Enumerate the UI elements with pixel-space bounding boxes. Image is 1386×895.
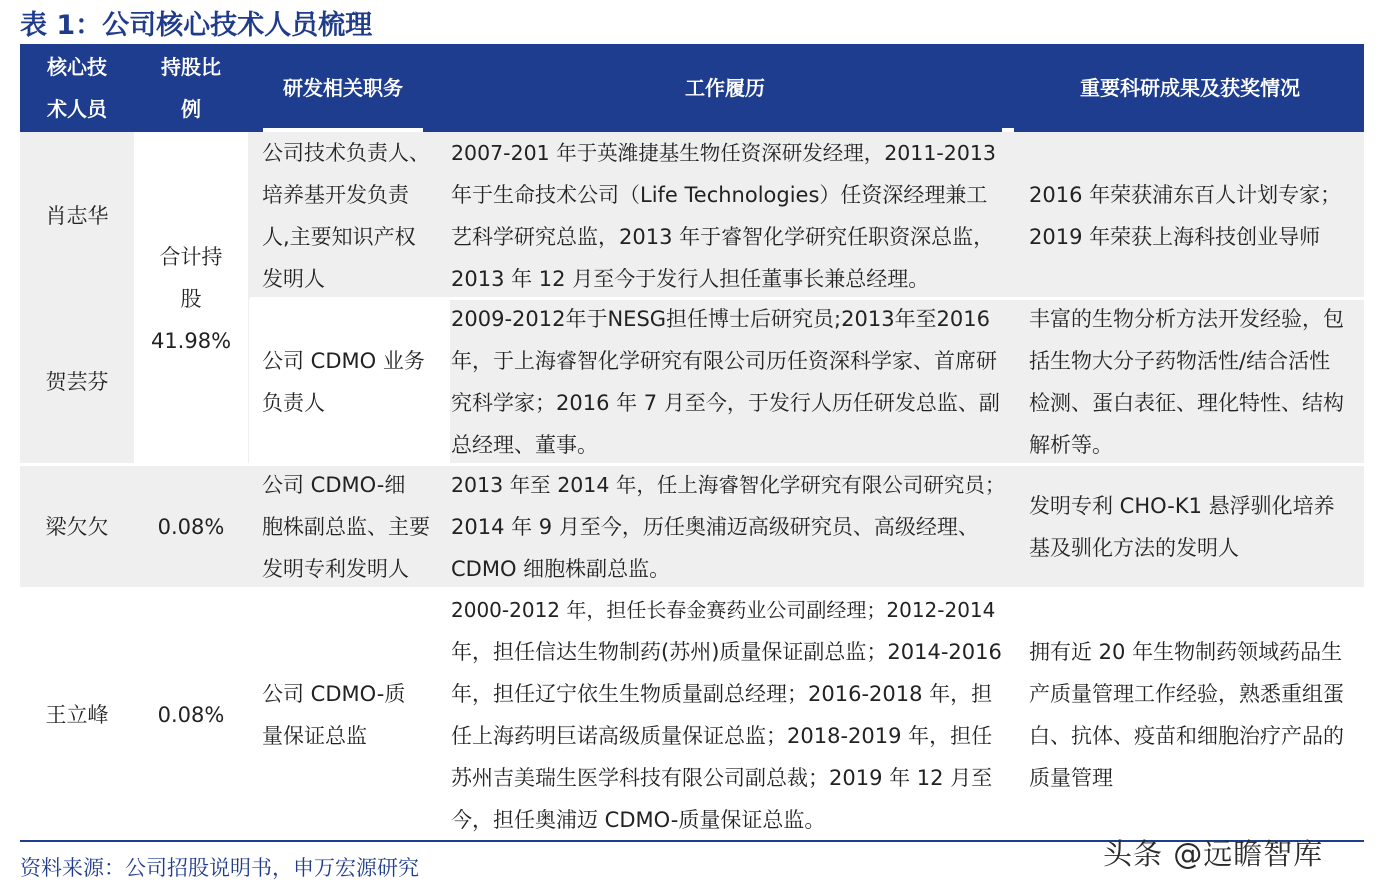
table-row-1-name: 肖志华 — [45, 203, 109, 228]
header-history: 工作履历 — [685, 76, 765, 100]
table-row-2-awards: 丰富的生物分析方法开发经验，包 括生物大分子药物活性/结合活性 检测、蛋白表征、理化特性、结构 解析等。 — [1029, 307, 1344, 457]
table-row-1-duty: 公司技术负责人、 培养基开发负责 人,主要知识产权 发明人 — [262, 140, 430, 291]
table-row-3-history: 2013 年至 2014 年，任上海睿智化学研究有限公司研究员； 2014 年 9 月至今，历任奥浦迈高级研究员、高级经理、 CDMO 细胞株副总监。 — [451, 473, 1006, 581]
header-duty: 研发相关职务 — [283, 76, 403, 100]
table-row-1-awards: 2016 年荣获浦东百人计划专家； 2019 年荣获上海科技创业导师 — [1029, 182, 1342, 249]
watermark: 头条 @远瞻智库 — [1103, 837, 1324, 871]
source-note: 资料来源：公司招股说明书，申万宏源研究 — [20, 856, 419, 880]
header-awards: 重要科研成果及获奖情况 — [1080, 76, 1300, 100]
table-row-3-duty: 公司 CDMO-细 胞株副总监、主要 发明专利发明人 — [262, 473, 430, 581]
merged-share-cell: 合计持 股 41.98% — [134, 132, 248, 465]
table-row-2-duty: 公司 CDMO 业务 负责人 — [262, 349, 425, 415]
table-row-3-awards: 发明专利 CHO-K1 悬浮驯化培养 基及驯化方法的发明人 — [1029, 494, 1335, 560]
table-title: 表 1：公司核心技术人员梳理 — [20, 10, 373, 41]
table-row-2-name: 贺芸芬 — [45, 370, 109, 394]
table-row-4-share: 0.08% — [157, 702, 225, 727]
table-row-2-history: 2009-2012年于NESG担任博士后研究员;2013年至2016 年，于上海睿智化学研究有限公司历任资深科学家、首席研 究科学家；2016 年 7 月至今，于发行人历任研发总监、副 总经理、董事。 — [451, 307, 1000, 457]
table-row-4-history: 2000-2012 年，担任长春金赛药业公司副经理；2012-2014 年，担任信达生物制药(苏州)质量保证副总监；2014-2016 年，担任辽宁依生生物质量副总经理；2016-2018 年，担 任上海药明巨诺高级质量保证总监；2018-2019 年，担任 苏州吉美瑞生医学科技有限公司副总裁；2019 年 12 月至 今，担任奥浦迈 CDMO-质量保证总监。 — [451, 597, 1002, 832]
table-row-3-share: 0.08% — [157, 515, 225, 539]
header-name: 核心技 术人员 — [47, 55, 107, 121]
table-row-4-awards: 拥有近 20 年生物制药领域药品生 产质量管理工作经验，熟悉重组蛋 白、抗体、疫苗和细胞治疗产品的 质量管理 — [1029, 639, 1344, 790]
table-row-1-history: 2007-201 年于英潍捷基生物任资深研发经理，2011-2013 年于生命技术公司（Life Technologies）任资深经理兼工 艺科学研究总监，2013 年于睿智化学研究任职资深总监， 2013 年 12 月至今于发行人担任董事长兼总经理。 — [451, 140, 996, 291]
table-row-3-name: 梁欠欠 — [45, 515, 109, 539]
table-row-4-duty: 公司 CDMO-质 量保证总监 — [262, 681, 406, 748]
table-row-4-name: 王立峰 — [45, 702, 109, 727]
header-share: 持股比 例 — [161, 55, 221, 121]
